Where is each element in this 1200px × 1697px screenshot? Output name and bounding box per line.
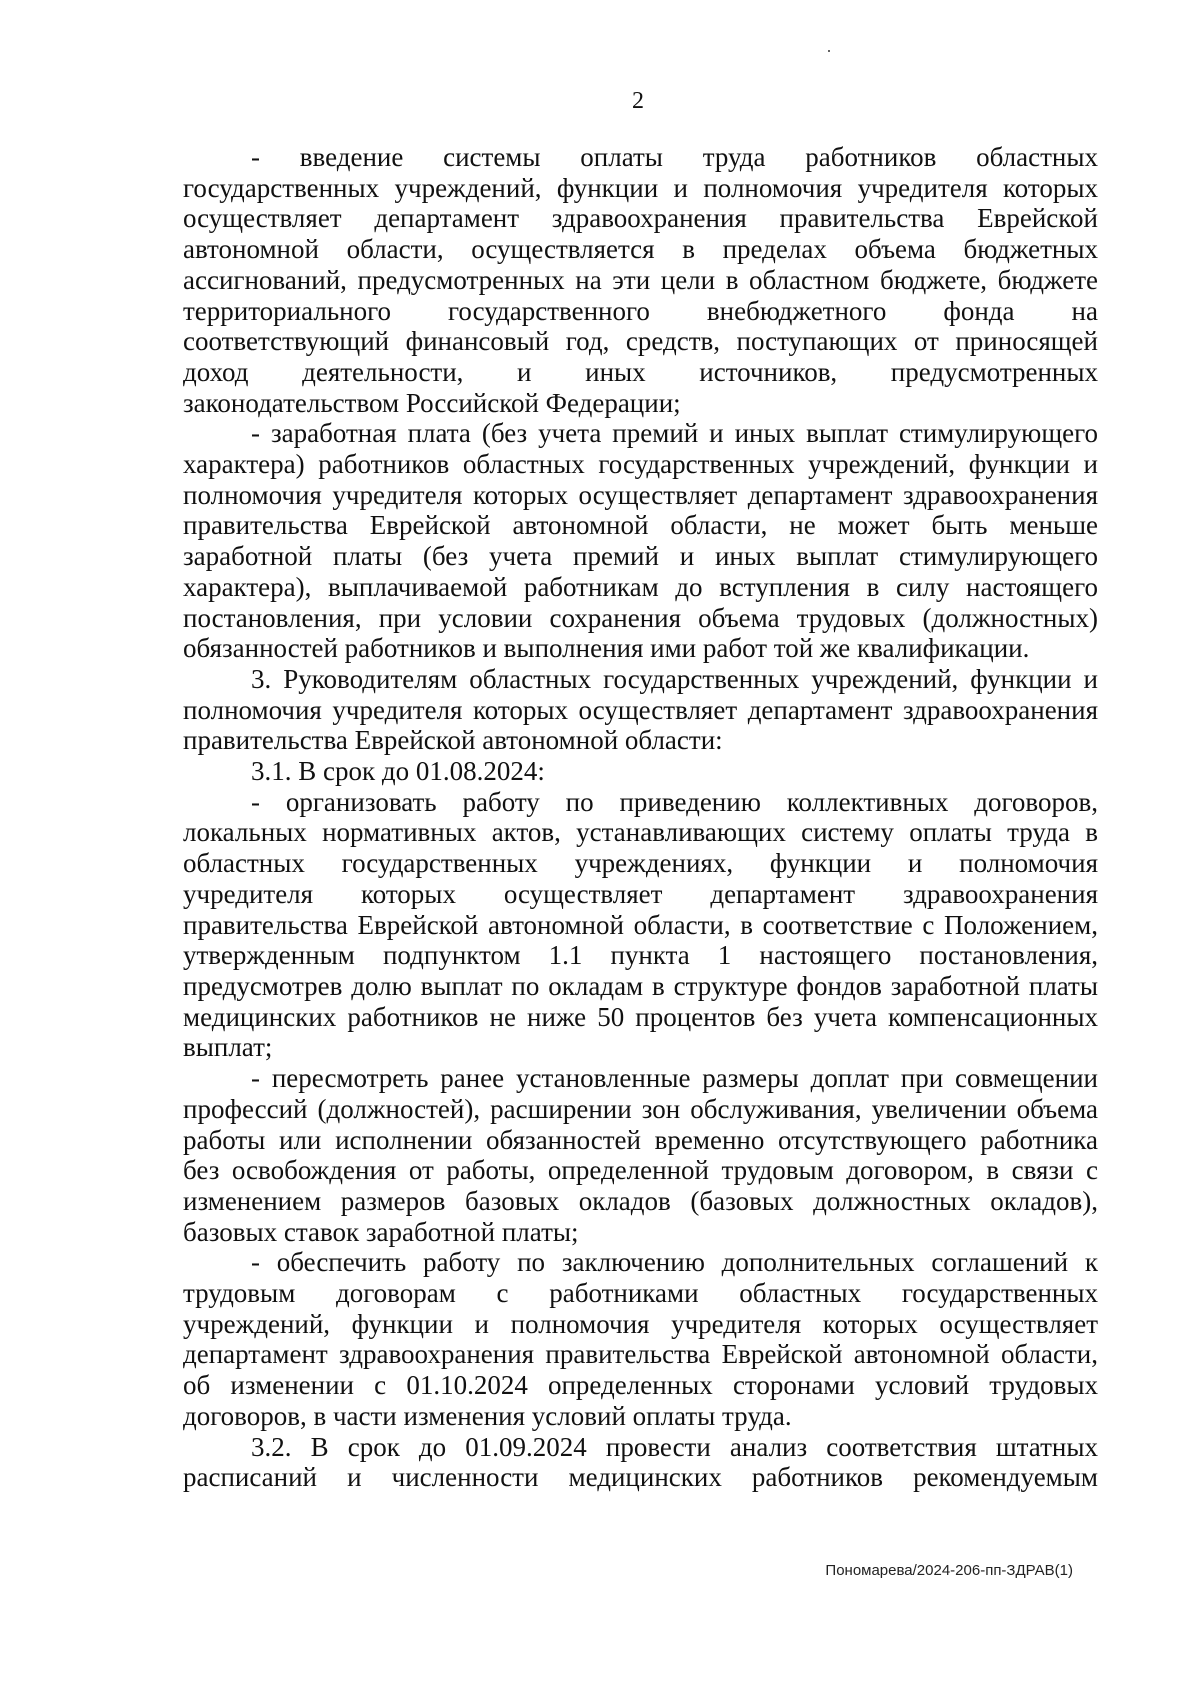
document-body — [183, 142, 1098, 1493]
paragraph — [183, 418, 1098, 664]
text-line: доход деятельности, и иных источников, предусмотренных — [183, 356, 1098, 387]
paragraph — [183, 1432, 1098, 1493]
paragraph — [183, 142, 1098, 418]
paragraph — [183, 756, 1098, 787]
text-line: медицинских работников не ниже 50 процентов без учета компенсационных — [183, 1001, 1098, 1032]
text-line: 3.2. В срок до 01.09.2024 провести анализ соответствия штатных — [251, 1431, 1098, 1462]
text-line: автономной области, осуществляется в пределах объема бюджетных — [183, 234, 1098, 265]
text-line: учредителя которых осуществляет департамент здравоохранения — [183, 878, 1098, 909]
text-line: полномочия учредителя которых осуществляет департамент здравоохранения — [183, 694, 1098, 725]
text-line: соответствующий финансовый год, средств, поступающих от приносящей — [183, 326, 1098, 357]
text-line: расписаний и численности медицинских работников рекомендуемым — [183, 1462, 1098, 1493]
page-number: 2 — [632, 88, 644, 114]
paragraph — [183, 664, 1098, 756]
text-line: обязанностей работников и выполнения ими работ той же квалификации. — [183, 633, 1030, 664]
text-line: без освобождения от работы, определенной трудовым договором, в связи с — [183, 1155, 1098, 1186]
text-line: трудовым договорам с работниками областных государственных — [183, 1278, 1098, 1309]
text-line: 3. Руководителям областных государственных учреждений, функции и — [251, 663, 1098, 694]
document-footer-code: Пономарева/2024-206-пп-ЗДРАВ(1) — [825, 1562, 1073, 1579]
text-line: характера) работников областных государственных учреждений, функции и — [183, 449, 1098, 480]
text-line: утвержденным подпунктом 1.1 пункта 1 настоящего постановления, — [183, 940, 1098, 971]
text-line: 3.1. В срок до 01.08.2024: — [251, 756, 545, 787]
text-line: правительства Еврейской автономной области, в соответствие с Положением, — [183, 909, 1098, 940]
text-line: законодательством Российской Федерации; — [183, 387, 681, 418]
text-line: государственных учреждений, функции и полномочия учредителя которых — [183, 172, 1098, 203]
text-line: правительства Еврейской автономной области, не может быть меньше — [183, 510, 1098, 541]
paragraph — [183, 787, 1098, 1063]
text-line: - заработная плата (без учета премий и иных выплат стимулирующего — [251, 418, 1098, 449]
text-line: учреждений, функции и полномочия учредителя которых осуществляет — [183, 1308, 1098, 1339]
text-line: профессий (должностей), расширении зон обслуживания, увеличении объема — [183, 1093, 1098, 1124]
text-line: изменением размеров базовых окладов (базовых должностных окладов), — [183, 1185, 1098, 1216]
text-line: - организовать работу по приведению коллективных договоров, — [251, 786, 1098, 817]
text-line: - обеспечить работу по заключению дополнительных соглашений к — [251, 1247, 1098, 1278]
text-line: ассигнований, предусмотренных на эти цели в областном бюджете, бюджете — [183, 264, 1098, 295]
text-line: полномочия учредителя которых осуществляет департамент здравоохранения — [183, 479, 1098, 510]
text-line: об изменении с 01.10.2024 определенных сторонами условий трудовых — [183, 1370, 1098, 1401]
text-line: предусмотрев долю выплат по окладам в структуре фондов заработной платы — [183, 970, 1098, 1001]
text-line: работы или исполнении обязанностей временно отсутствующего работника — [183, 1124, 1098, 1155]
text-line: - пересмотреть ранее установленные размеры доплат при совмещении — [251, 1063, 1098, 1094]
text-line: договоров, в части изменения условий оплаты труда. — [183, 1400, 792, 1431]
text-line: осуществляет департамент здравоохранения правительства Еврейской — [183, 203, 1098, 234]
text-line: территориального государственного внебюджетного фонда на — [183, 295, 1098, 326]
scan-speck — [828, 50, 830, 52]
text-line: областных государственных учреждениях, функции и полномочия — [183, 848, 1098, 879]
text-line: - введение системы оплаты труда работников областных — [251, 142, 1098, 172]
text-line: департамент здравоохранения правительства Еврейской автономной области, — [183, 1339, 1098, 1370]
text-line: постановления, при условии сохранения объема трудовых (должностных) — [183, 602, 1098, 633]
text-line: заработной платы (без учета премий и иных выплат стимулирующего — [183, 541, 1098, 572]
text-line: выплат; — [183, 1032, 273, 1063]
text-line: правительства Еврейской автономной области: — [183, 725, 723, 756]
text-line: базовых ставок заработной платы; — [183, 1216, 579, 1247]
paragraph — [183, 1247, 1098, 1431]
paragraph — [183, 1063, 1098, 1247]
text-line: характера), выплачиваемой работникам до вступления в силу настоящего — [183, 571, 1098, 602]
text-line: локальных нормативных актов, устанавливающих систему оплаты труда в — [183, 817, 1098, 848]
